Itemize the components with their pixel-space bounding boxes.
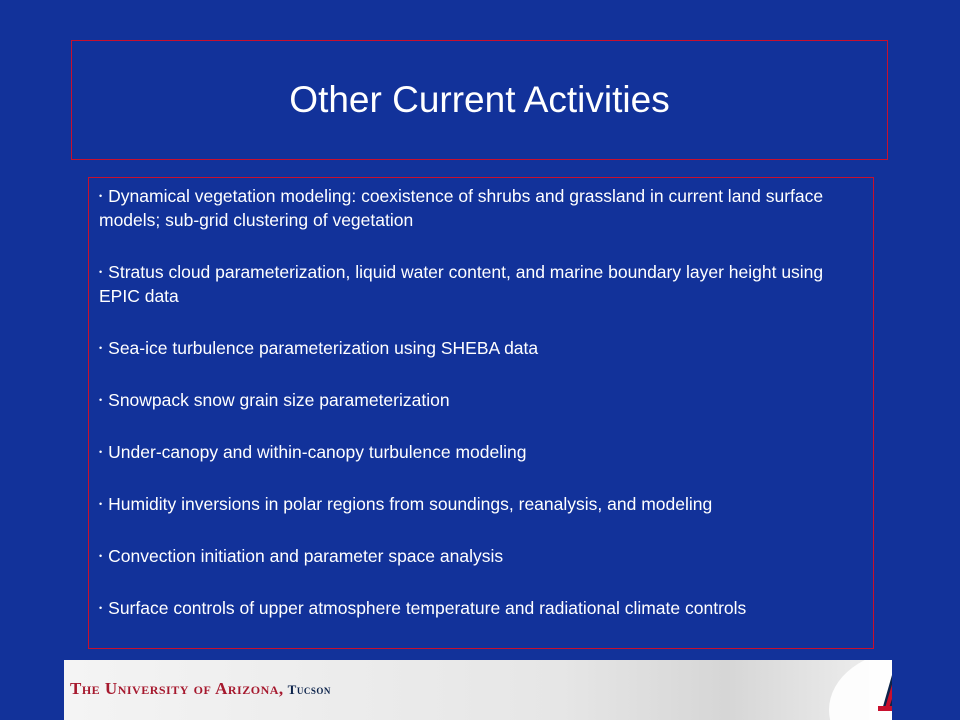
bullet-list (88, 177, 874, 649)
bullet-item (99, 388, 863, 412)
university-name: The University of Arizona, (70, 679, 284, 698)
bullet-item (99, 492, 863, 516)
university-city: Tucson (287, 682, 331, 697)
bullet-item (99, 596, 863, 620)
bullet-text: Snowpack snow grain size parameterization (108, 390, 450, 410)
bullet-item (99, 184, 863, 232)
bullet-item (99, 336, 863, 360)
university-wordmark (70, 679, 331, 699)
title-box (71, 40, 888, 160)
bullet-icon: • (99, 551, 103, 561)
bullet-text: Convection initiation and parameter space analysis (108, 546, 504, 566)
bullet-text: Sea-ice turbulence parameterization using SHEBA data (108, 338, 539, 358)
bullet-icon: • (99, 447, 103, 457)
bullet-icon: • (99, 267, 103, 277)
bullet-icon: • (99, 343, 103, 353)
bullet-text: Surface controls of upper atmosphere temperature and radiational climate controls (108, 598, 747, 618)
bullet-text: Under-canopy and within-canopy turbulence modeling (108, 442, 527, 462)
bullet-item (99, 440, 863, 464)
bullet-icon: • (99, 395, 103, 405)
bullet-icon: • (99, 499, 103, 509)
bullet-icon: • (99, 603, 103, 613)
bullet-item (99, 544, 863, 568)
bullet-text: Stratus cloud parameterization, liquid water content, and marine boundary layer height using EPIC data (99, 262, 824, 306)
bullet-text: Dynamical vegetation modeling: coexistence of shrubs and grassland in current land surface models; sub-grid clustering of vegetation (99, 186, 824, 230)
bullet-text: Humidity inversions in polar regions from soundings, reanalysis, and modeling (108, 494, 713, 514)
university-logo-icon (874, 664, 892, 714)
slide-title: Other Current Activities (289, 79, 670, 120)
bullet-item (99, 260, 863, 308)
bullet-icon: • (99, 191, 103, 201)
university-footer (64, 660, 892, 720)
